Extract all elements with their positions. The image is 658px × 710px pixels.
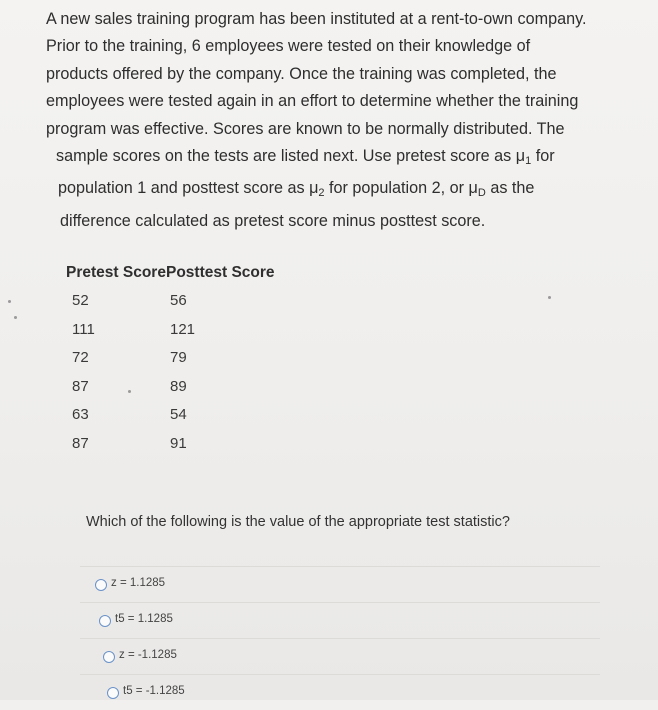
dust-speck <box>128 390 131 393</box>
table-row <box>66 288 275 317</box>
dust-speck <box>8 300 11 303</box>
problem-line <box>46 175 646 207</box>
pretest-cell: 72 <box>72 349 89 366</box>
pretest-cell: 87 <box>72 377 89 395</box>
dust-speck <box>548 296 551 299</box>
for-word: for <box>535 147 555 166</box>
mu-1-symbol: $\mu_1$ <box>515 147 532 168</box>
posttest-cell: 56 <box>170 292 187 309</box>
table-row <box>66 317 275 346</box>
problem-line: Prior to the training, 6 employees were tested on their knowledge of <box>46 37 531 56</box>
table-row <box>66 431 275 460</box>
mu-2-symbol: $\mu_2$ <box>309 179 325 200</box>
answer-option[interactable] <box>80 602 600 638</box>
header-posttest: Posttest Score <box>166 264 275 281</box>
problem-text: population 1 and posttest score as <box>58 179 305 198</box>
posttest-cell: 91 <box>170 434 187 452</box>
table-row <box>66 345 275 374</box>
table-row <box>66 402 275 431</box>
radio-button[interactable] <box>103 651 115 663</box>
option-label: t5 = 1.1285 <box>115 613 173 625</box>
problem-text: sample scores on the tests are listed next. Use pretest score as <box>56 147 512 166</box>
question-prompt: Which of the following is the value of the appropriate test statistic? <box>86 514 510 530</box>
option-label: z = -1.1285 <box>119 649 177 661</box>
answer-option[interactable] <box>80 638 600 674</box>
posttest-cell: 121 <box>170 320 196 338</box>
answer-option[interactable] <box>80 566 600 602</box>
problem-line: employees were tested again in an effort to determine whether the training <box>46 92 579 111</box>
table-body <box>66 288 275 459</box>
pretest-cell: 87 <box>72 434 89 452</box>
posttest-cell: 54 <box>170 406 187 423</box>
table-header <box>66 264 275 282</box>
option-label: t5 = -1.1285 <box>123 685 185 697</box>
radio-button[interactable] <box>99 615 111 627</box>
answer-option[interactable] <box>80 674 600 710</box>
pretest-cell: 63 <box>72 406 89 423</box>
problem-line: A new sales training program has been instituted at a rent-to-own company. <box>46 10 587 28</box>
answer-options <box>80 566 600 710</box>
mu-d-symbol: $\mu_D$ <box>468 179 486 200</box>
radio-button[interactable] <box>107 687 119 699</box>
problem-statement <box>46 6 646 235</box>
pretest-cell: 111 <box>72 320 95 338</box>
option-label: z = 1.1285 <box>111 577 166 589</box>
header-pretest: Pretest Score <box>66 264 166 281</box>
table-row <box>66 374 275 403</box>
problem-text: as the <box>490 179 535 198</box>
dust-speck <box>14 316 17 319</box>
problem-line: program was effective. Scores are known to be normally distributed. The <box>46 119 565 138</box>
score-table <box>66 264 275 459</box>
problem-text: for population 2, or <box>329 179 465 198</box>
problem-line: difference calculated as pretest score minus posttest score. <box>60 211 486 230</box>
pretest-cell: 52 <box>72 292 89 309</box>
problem-line <box>46 143 646 175</box>
posttest-cell: 89 <box>170 377 187 395</box>
posttest-cell: 79 <box>170 349 187 366</box>
radio-button[interactable] <box>95 579 107 591</box>
problem-line: products offered by the company. Once the training was completed, the <box>46 64 557 83</box>
